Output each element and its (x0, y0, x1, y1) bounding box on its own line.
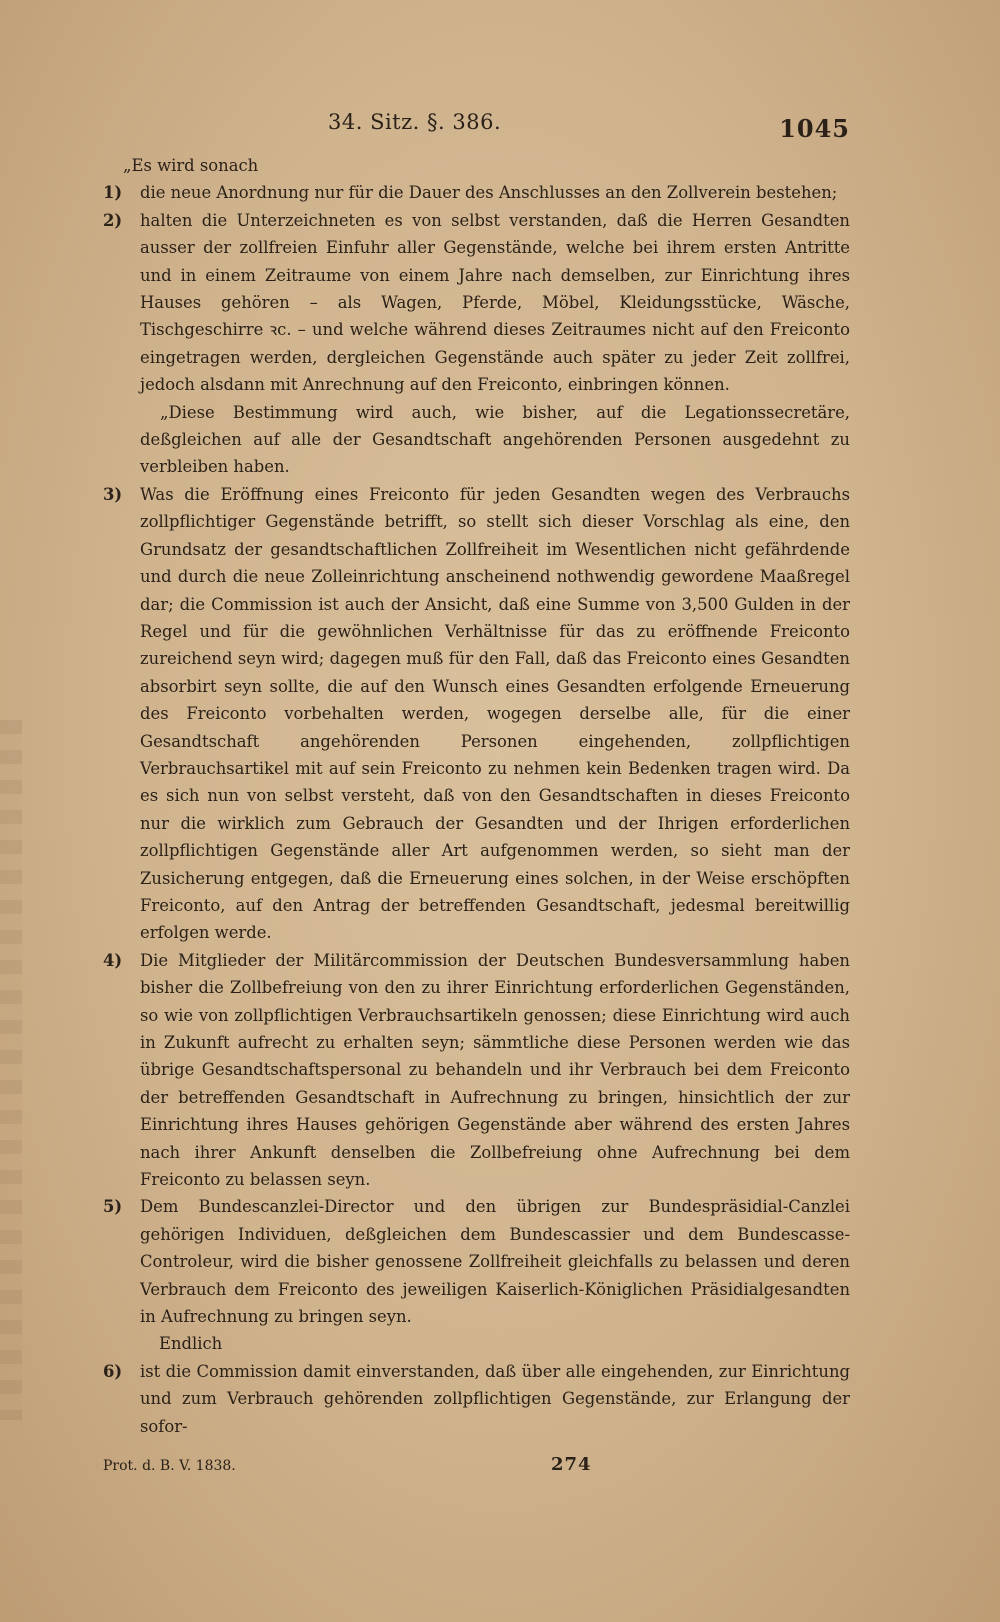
list-item (103, 207, 850, 481)
item-text: Dem Bundescanzlei-Director und den übrigen zur Bundespräsidial-Canzlei gehörigen Individuen, deßgleichen dem Bundescassier und dem Bundescasse-Controleur, wird die bisher genossene Zollfreiheit gleichfalls zu belassen und deren Verbrauch dem Freiconto des jeweiligen Kaiserlich-Königlichen Präsidialgesandten in Aufrechnung zu bringen seyn. (140, 1197, 850, 1327)
item-text: Was die Eröffnung eines Freiconto für jeden Gesandten wegen des Verbrauchs zollpflichtiger Gegenstände betrifft, so stellt sich dieser Vorschlag als eine, den Grundsatz der gesandtschaftlichen Zollfreiheit im Wesentlichen nicht gefährdende und durch die neue Zolleinrichtung anscheinend nothwendig gewordene Maaßregel dar; die Commission ist auch der Ansicht, daß eine Summe von 3,500 Gulden in der Regel und für die gewöhnlichen Verhältnisse für das zu eröffnende Freiconto zureichend seyn wird; dagegen muß für den Fall, daß das Freiconto eines Gesandten absorbirt seyn sollte, die auf den Wunsch eines Gesandten erfolgende Erneuerung des Freiconto vorbehalten werden, wogegen derselbe alle, für die einer Gesandtschaft angehörenden Personen eingehenden, zollpflichtigen Verbrauchsartikel mit auf sein Freiconto zu nehmen kein Bedenken tragen wird. Da es sich nun von selbst versteht, daß von den Gesandtschaften in dieses Freiconto nur die wirklich zum Gebrauch der Gesandten und der Ihrigen erforderlichen zollpflichtigen Gegenstände aller Art aufgenommen werden, so sieht man der Zusicherung entgegen, daß die Erneuerung eines solchen, in der Weise erschöpften Freiconto, auf den Antrag der betreffenden Gesandtschaft, jedesmal bereitwillig erfolgen werde. (140, 484, 850, 943)
page-header (138, 110, 850, 150)
list-item (103, 1193, 850, 1330)
list-item (103, 947, 850, 1194)
list-item (103, 481, 850, 947)
body-text (103, 152, 850, 1440)
endlich-line: Endlich (159, 1334, 223, 1354)
list-item (103, 179, 850, 206)
protocol-signature: Prot. d. B. V. 1838. (103, 1458, 236, 1474)
item-text: Die Mitglieder der Militärcommission der Deutschen Bundesversammlung haben bisher die Zollbefreiung von den zu ihrer Einrichtung erforderlichen Gegenständen, so wie von zollpflichtigen Verbrauchsartikeln genossen; diese Einrichtung wird auch in Zukunft aufrecht zu erhalten seyn; sämmtliche diese Personen werden wie das übrige Gesandtschaftspersonal zu behandeln und ihr Verbrauch bei dem Freiconto der betreffenden Gesandtschaft in Aufrechnung zu bringen, hinsichtlich der zur Einrichtung ihres Hauses gehörigen Gegenstände aber während des ersten Jahres nach ihrer Ankunft denselben die Zollbefreiung ohne Aufrechnung bei dem Freiconto zu belassen seyn. (140, 950, 850, 1190)
quoted-paragraph: „Diese Bestimmung wird auch, wie bisher, auf die Legationssecretäre, deßgleichen auf alle der Gesandtschaft angehörenden Personen ausgedehnt zu verbleiben haben. (140, 402, 850, 477)
sheet-number: 274 (551, 1454, 592, 1475)
item-text: halten die Unterzeichneten es von selbst verstanden, daß die Herren Gesandten ausser der zollfreien Einfuhr aller Gegenstände, welche bei ihrem ersten Antritte und in einem Zeitraume von einem Jahre nach demselben, zur Einrichtung ihres Hauses gehören – als Wagen, Pferde, Möbel, Kleidungsstücke, Wäsche, Tischgeschirre ꝛc. – und welche während dieses Zeitraumes nicht auf den Freiconto eingetragen werden, dergleichen Gegenstände auch später zu jeder Zeit zollfrei, jedoch alsdann mit Anrechnung auf den Freiconto, einbringen können. (140, 210, 850, 395)
session-reference: 34. Sitz. §. 386. (328, 110, 502, 134)
item-text: die neue Anordnung nur für die Dauer des Anschlusses an den Zollverein bestehen; (140, 183, 838, 203)
item-number: 1) (103, 183, 123, 203)
binding-edge (0, 720, 22, 1420)
item-number: 5) (103, 1197, 123, 1217)
item-number: 3) (103, 484, 123, 504)
item-number: 2) (103, 210, 123, 230)
intro-line: „Es wird sonach (123, 156, 259, 175)
page-footer (103, 1454, 850, 1482)
page-number: 1045 (779, 114, 850, 143)
item-text: ist die Commission damit einverstanden, daß über alle eingehenden, zur Einrichtung und zum Verbrauch gehörenden zollpflichtigen Gegenstände, zur Erlangung der sofor- (140, 1361, 850, 1436)
item-number: 6) (103, 1361, 123, 1381)
item-number: 4) (103, 950, 123, 970)
list-item (103, 1358, 850, 1440)
